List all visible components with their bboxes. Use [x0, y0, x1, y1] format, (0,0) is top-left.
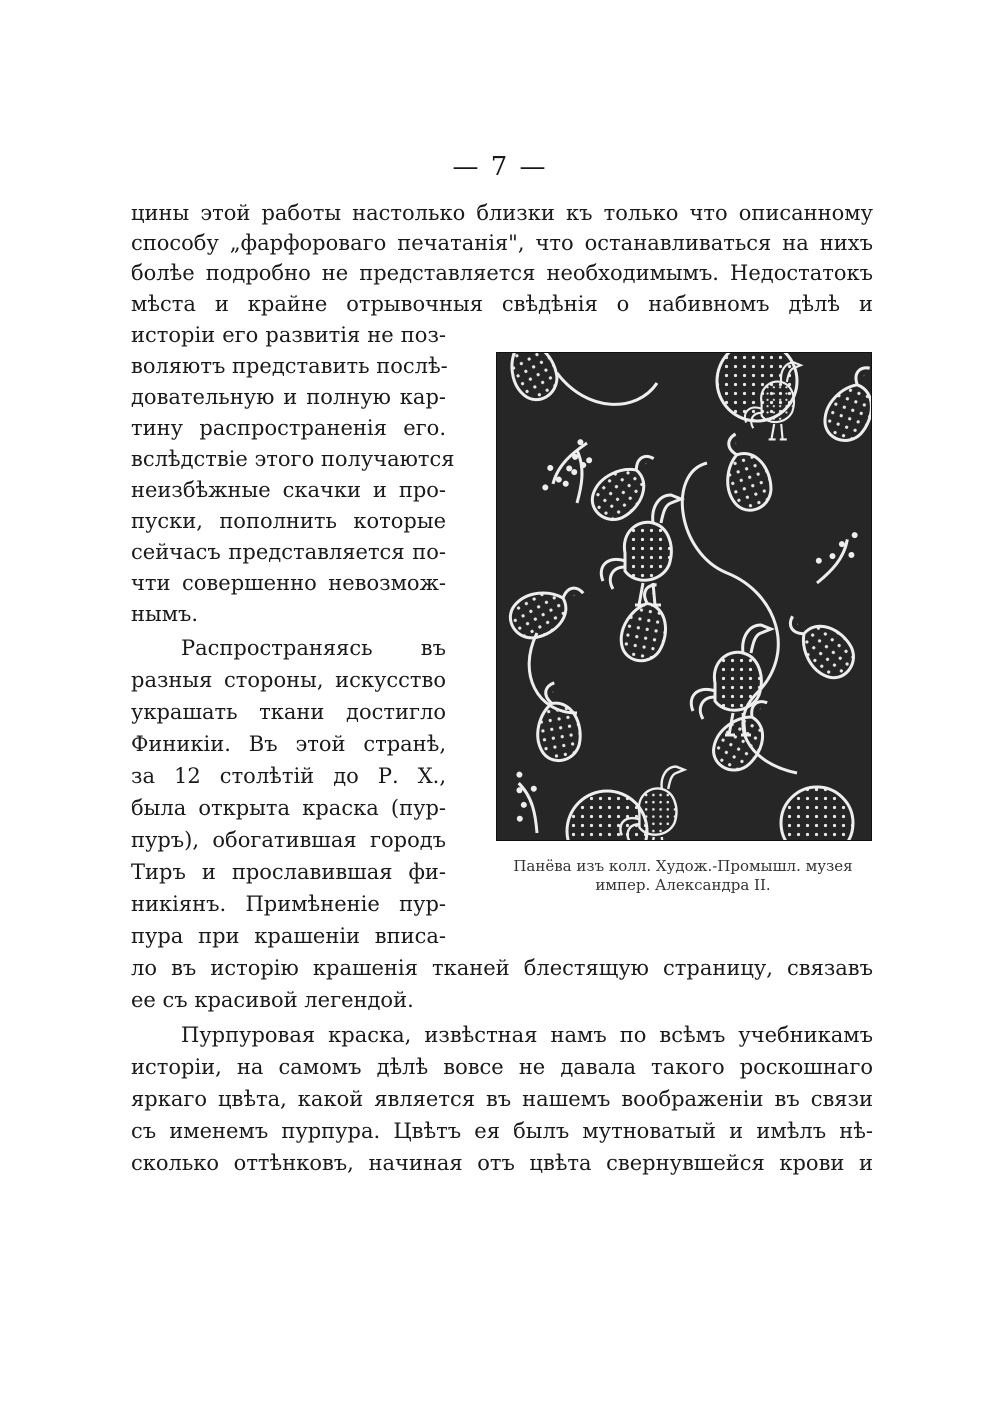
text-line: украшать ткани достигло	[131, 700, 446, 724]
text-line: Распространяясь въ	[181, 636, 446, 660]
text-line: цины этой работы настолько близки къ только что описанному	[131, 201, 873, 225]
text-line: Финикіи. Въ этой странѣ,	[131, 732, 446, 756]
text-line: за 12 столѣтій до Р. Х.,	[131, 764, 446, 788]
textile-figure	[496, 352, 872, 841]
text-line: неизбѣжные скачки и про-	[131, 478, 446, 502]
text-line: съ именемъ пурпура. Цвѣтъ ея былъ мутноватый и имѣлъ нѣ-	[131, 1119, 873, 1143]
text-line: воляютъ представить послѣ-	[131, 354, 448, 378]
text-line: яркаго цвѣта, какой является въ нашемъ воображеніи въ связи	[131, 1087, 873, 1111]
text-line: исторіи, на самомъ дѣлѣ вовсе не давала такого роскошнаго	[131, 1055, 873, 1079]
text-line: Пурпуровая краска, извѣстная намъ по всѣмъ учебникамъ	[181, 1023, 873, 1047]
caption-line: импер. Александра II.	[595, 876, 771, 894]
text-line: нымъ.	[131, 602, 199, 626]
text-line: никіянъ. Примѣненіе пур-	[131, 892, 446, 916]
text-line: разныя стороны, искусство	[131, 668, 446, 692]
figure-caption	[480, 857, 886, 895]
text-line: довательную и полную кар-	[131, 385, 446, 409]
text-line: исторіи его развитія не поз-	[131, 323, 446, 347]
text-line: сколько оттѣнковъ, начиная отъ цвѣта свернувшейся крови и	[131, 1151, 873, 1175]
text-line: ло въ исторію крашенія тканей блестящую страницу, связавъ	[131, 956, 873, 980]
page-number: — 7 —	[452, 152, 548, 182]
text-line: вслѣдствіе этого получаются	[131, 447, 455, 471]
text-line: способу „фарфороваго печатанія", что останавливаться на нихъ	[131, 231, 873, 255]
caption-line: Панёва изъ колл. Худож.-Промышл. музея	[513, 857, 853, 875]
text-line: была открыта краска (пур-	[131, 796, 446, 820]
text-line: тину распространенія его.	[131, 416, 446, 440]
text-line: пуръ), обогатившая городъ	[131, 828, 446, 852]
text-line: чти совершенно невозмож-	[131, 571, 446, 595]
text-line: пура при крашеніи вписа-	[131, 924, 446, 948]
textile-pattern-icon	[497, 353, 871, 840]
text-line: сейчасъ представляется по-	[131, 540, 446, 564]
text-line: ее съ красивой легендой.	[131, 988, 414, 1012]
text-line: пуски, пополнить которые	[131, 509, 446, 533]
text-line: Тиръ и прославившая фи-	[131, 860, 446, 884]
text-line: болѣе подробно не представляется необходимымъ. Недостатокъ	[131, 261, 873, 285]
text-line: мѣста и крайне отрывочныя свѣдѣнія о набивномъ дѣлѣ и	[131, 292, 873, 316]
